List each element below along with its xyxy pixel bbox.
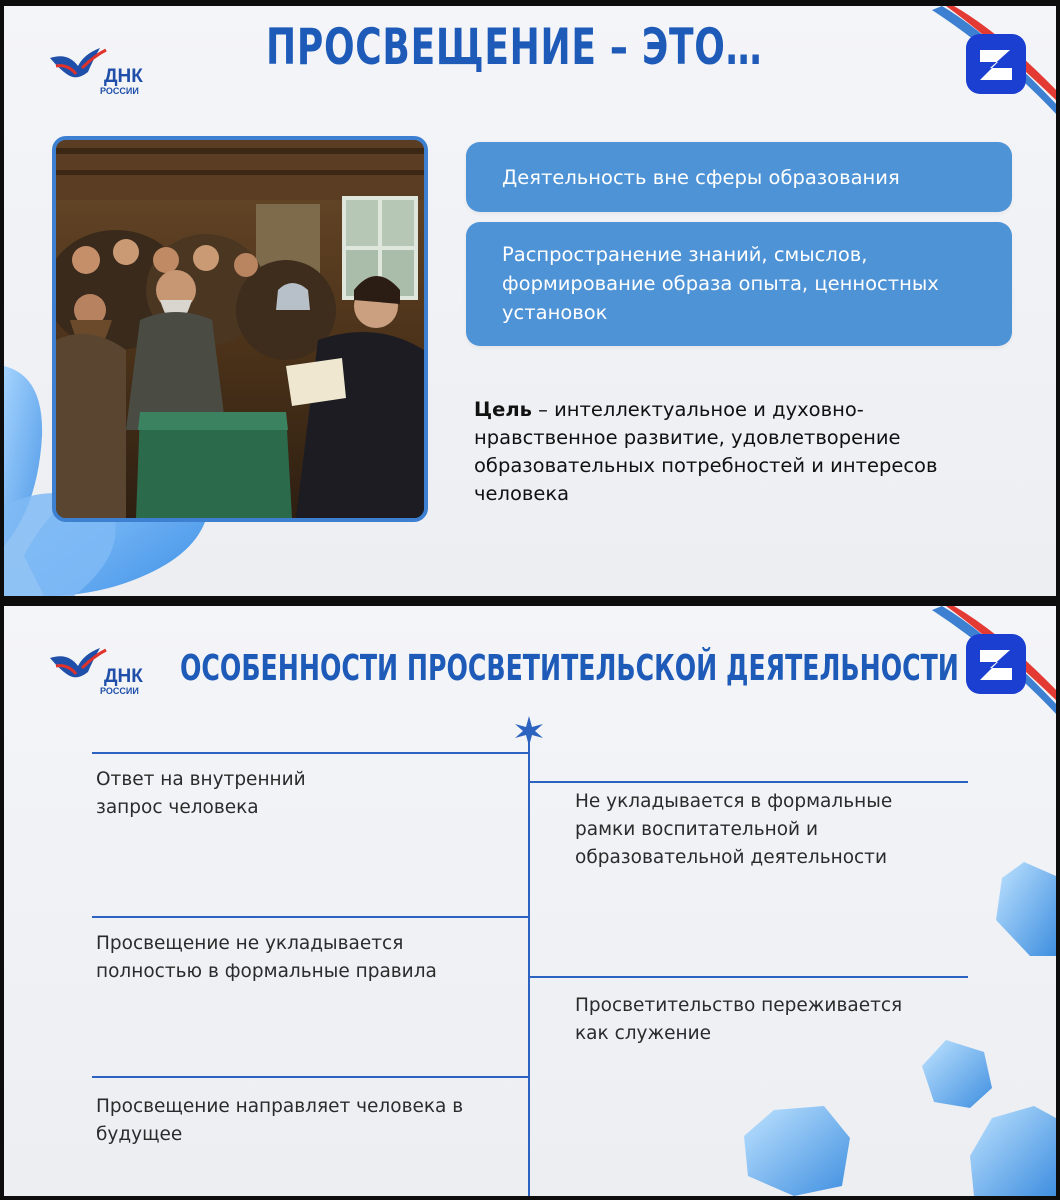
divider-line <box>92 752 528 754</box>
dnk-logo <box>48 646 158 706</box>
goal-body: – интеллектуальное и духовно-нравственное развитие, удовлетворение образовательных потребностей и интересов человека <box>474 398 938 505</box>
painting-scene-icon <box>56 140 424 518</box>
page-title: ОСОБЕННОСТИ ПРОСВЕТИТЕЛЬСКОЙ ДЕЯТЕЛЬНОСТИ <box>180 648 959 689</box>
divider-line <box>92 1076 528 1078</box>
slide-1 <box>4 6 1056 596</box>
goal-label: Цель <box>474 398 532 421</box>
divider-line <box>530 976 968 978</box>
feature-item: Ответ на внутренний запрос человека <box>96 769 306 818</box>
logo-sub: РОССИИ <box>100 86 139 96</box>
z-badge-icon <box>930 6 1056 116</box>
bird-logo-icon <box>48 46 108 96</box>
divider-line <box>92 916 528 918</box>
page-title: ПРОСВЕЩЕНИЕ – ЭТО… <box>266 18 763 76</box>
painting-image <box>52 136 428 522</box>
info-box: Распространение знаний, смыслов, формирование образа опыта, ценностных установок <box>466 222 1012 346</box>
dnk-logo <box>48 46 158 106</box>
bird-logo-icon <box>48 646 108 696</box>
logo-sub: РОССИИ <box>100 686 139 696</box>
feature-item: Просвещение направляет человека в будущее <box>96 1096 464 1145</box>
logo-word: ДНК <box>104 66 143 87</box>
logo-word: ДНК <box>104 666 143 687</box>
feature-item: Не укладывается в формальные рамки воспитательной и образовательной деятельности <box>575 791 893 868</box>
divider-line <box>530 781 968 783</box>
goal-text <box>474 396 974 508</box>
feature-item: Просветительство переживается как служение <box>575 995 903 1044</box>
slide-2 <box>4 606 1056 1196</box>
divider-line <box>528 734 530 1196</box>
info-box: Деятельность вне сферы образования <box>466 142 1012 212</box>
star-icon <box>514 716 544 746</box>
feature-item: Просвещение не укладывается полностью в формальные правила <box>96 933 437 982</box>
z-badge-icon <box>930 606 1056 716</box>
